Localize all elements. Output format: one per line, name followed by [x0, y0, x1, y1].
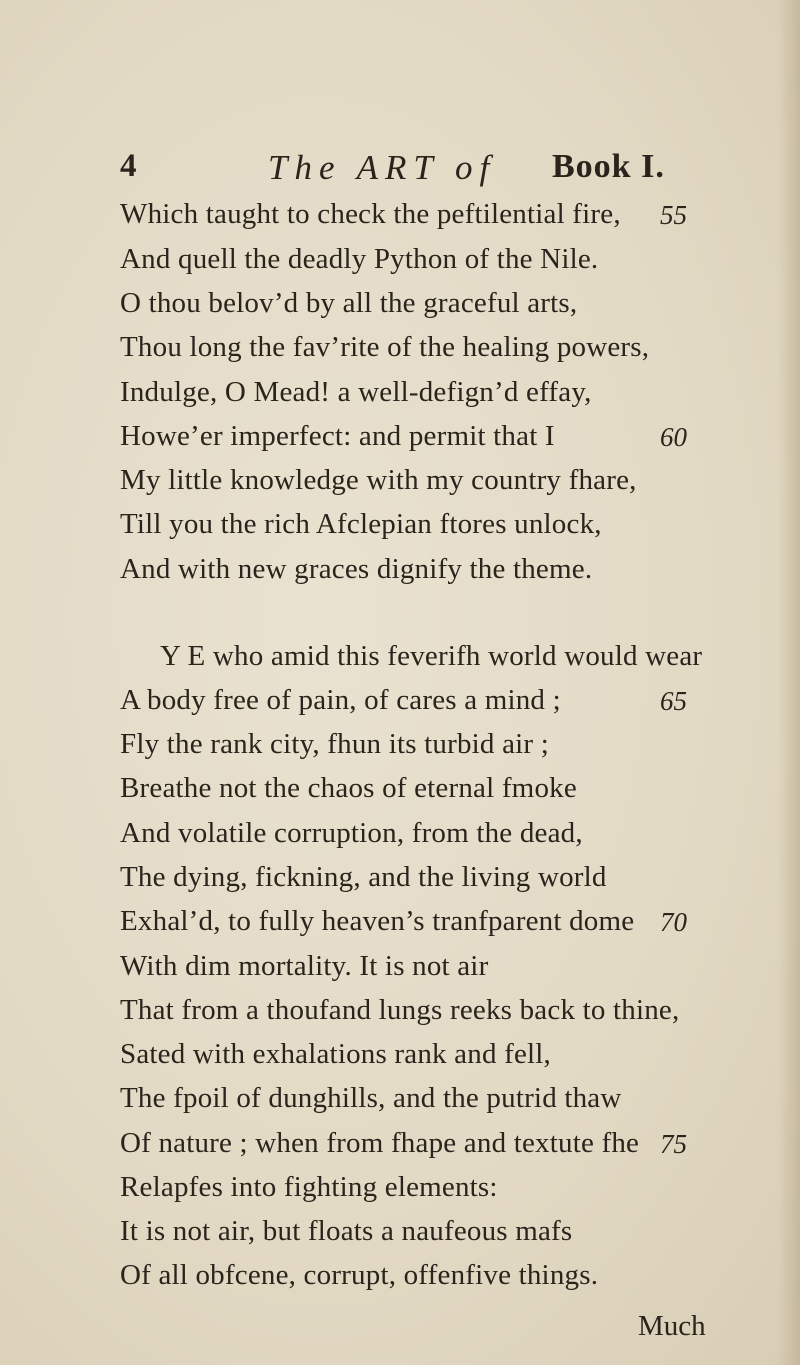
verse-line: Of nature ; when from fhape and textute fhe	[120, 1127, 640, 1159]
verse-line: Y E who amid this feverifh world would wear	[160, 640, 703, 672]
verse-line: Breathe not the chaos of eternal fmoke	[120, 772, 577, 804]
running-title: The ART of	[268, 148, 497, 187]
verse-line: O thou belov’d by all the graceful arts,	[120, 287, 578, 319]
verse-line: The dying, fickning, and the living world	[120, 861, 607, 893]
line-number: 65	[660, 686, 687, 716]
book-label: Book I.	[552, 148, 665, 185]
verse-line: Thou long the fav’rite of the healing powers,	[120, 331, 650, 363]
verse-line: My little knowledge with my country fhare,	[120, 464, 637, 496]
verse-line: It is not air, but floats a naufeous mafs	[120, 1215, 573, 1247]
line-number: 55	[660, 200, 687, 230]
verse-line: Till you the rich Afclepian ftores unlock,	[120, 508, 602, 540]
verse-line: Of all obfcene, corrupt, offenfive things.	[120, 1259, 599, 1291]
page-header	[0, 148, 800, 198]
verse-line: Indulge, O Mead! a well-defign’d effay,	[120, 376, 592, 408]
line-number: 70	[660, 907, 687, 937]
page-number: 4	[120, 148, 137, 184]
verse-line: And with new graces dignify the theme.	[120, 553, 593, 585]
verse-line: Which taught to check the peftilential fire,	[120, 198, 621, 230]
verse-line: And volatile corruption, from the dead,	[120, 817, 583, 849]
verse-line: That from a thoufand lungs reeks back to thine,	[120, 994, 680, 1026]
verse-line: Howe’er imperfect: and permit that I	[120, 420, 555, 452]
catchword: Much	[638, 1310, 706, 1342]
verse-line: Relapfes into fighting elements:	[120, 1171, 498, 1203]
page-edge-shadow	[778, 0, 800, 1365]
verse-line: And quell the deadly Python of the Nile.	[120, 243, 599, 275]
verse-line: Fly the rank city, fhun its turbid air ;	[120, 728, 549, 760]
verse-line: Exhal’d, to fully heaven’s tranfparent dome	[120, 905, 635, 937]
verse-line: Sated with exhalations rank and fell,	[120, 1038, 552, 1070]
line-number: 60	[660, 422, 687, 452]
line-number: 75	[660, 1129, 687, 1159]
verse-line: With dim mortality. It is not air	[120, 950, 489, 982]
verse-line: A body free of pain, of cares a mind ;	[120, 684, 561, 716]
verse-line: The fpoil of dunghills, and the putrid thaw	[120, 1082, 622, 1114]
